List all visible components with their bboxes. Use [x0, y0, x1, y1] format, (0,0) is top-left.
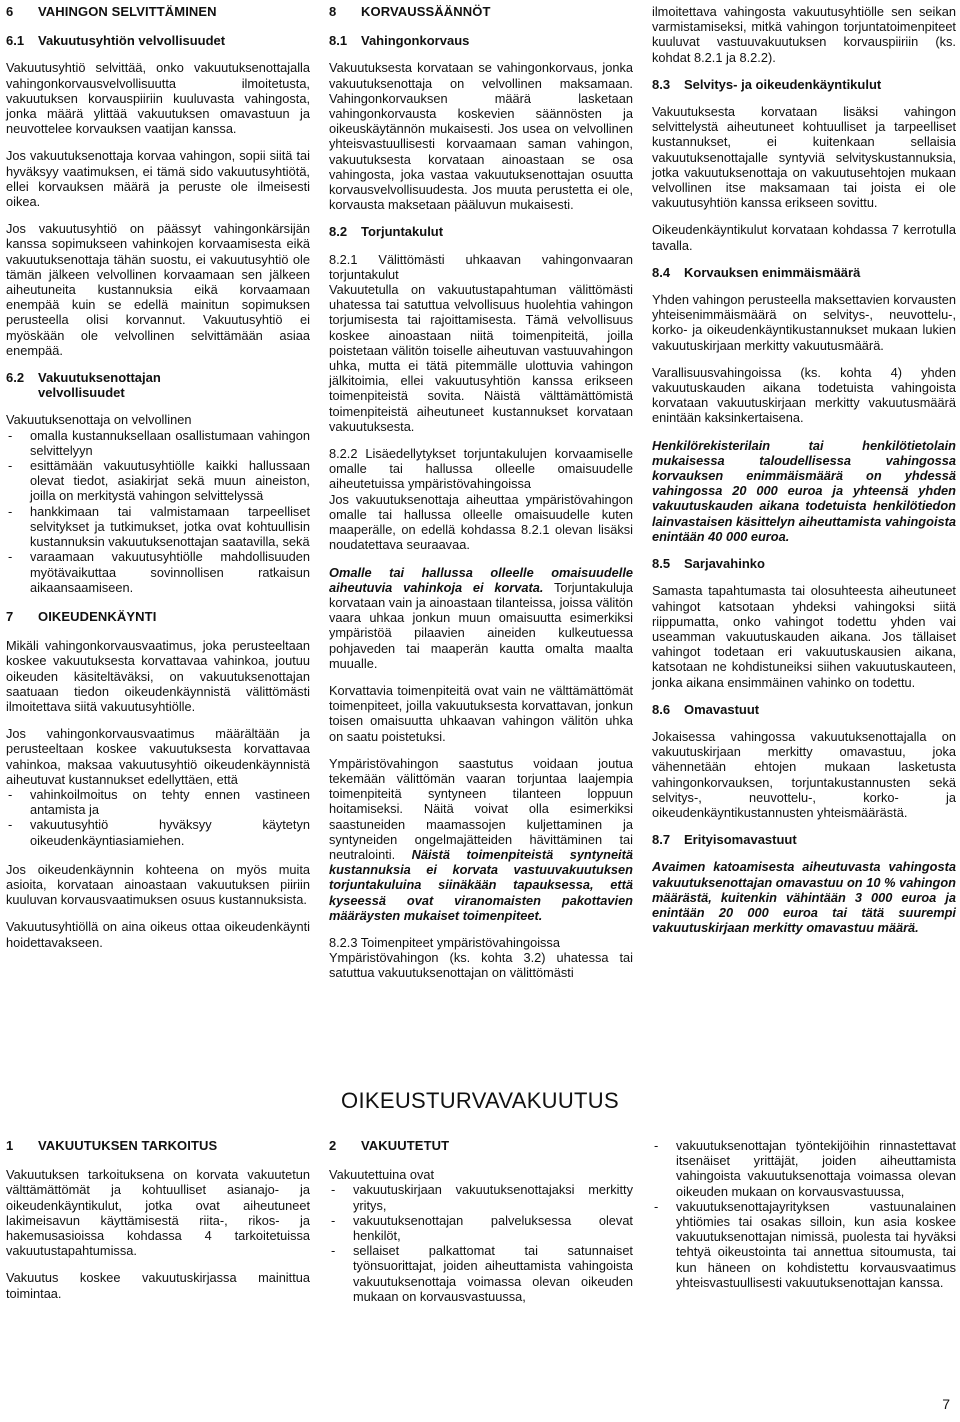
- section-number: 6.1: [6, 33, 25, 49]
- column-3: [652, 4, 956, 1064]
- section-8-6-heading: [652, 702, 956, 717]
- section-number: 2: [329, 1138, 337, 1153]
- paragraph: Vakuutusyhtiöllä on aina oikeus ottaa oikeudenkäynti hoidettavakseen.: [6, 919, 310, 950]
- section-title: Selvitys- ja oikeudenkäyntikulut: [684, 76, 882, 92]
- section-title: Vakuutusyhtiön velvollisuudet: [38, 33, 226, 49]
- section-8-2-heading: [329, 224, 633, 239]
- paragraph-text: Torjuntakuluja korvataan vain ja ainoastaan tilanteissa, joissa välitön vaara uhkaa jonkun muun omaisuutta esimerkiksi ympäristöä pilaavien aineiden kulkeutuessa pohjaveden tai maaperän kautta omalta maalta muualle.: [329, 579, 633, 671]
- paragraph: [329, 756, 633, 923]
- paragraph: Mikäli vahingonkorvausvaatimus, joka perusteeltaan koskee vakuutuksesta korvattavaa vahinkoa, joutuu oikeuden käsiteltäväksi, on vakuutuksenottajan saatuaan tiedon oikeudenkäynnistä välittömästi ilmoitettava siitä vakuutusyhtiölle.: [6, 638, 310, 714]
- section-number: 8.5: [652, 556, 671, 572]
- subsection-title: 8.2.2 Lisäedellytykset torjuntakulujen korvaamiselle omalle tai hallussa olleelle omaisuudelle aiheutetuissa ympäristövahingoissa: [329, 446, 633, 492]
- paragraph: Oikeudenkäyntikulut korvataan kohdassa 7 kerrotulla tavalla.: [652, 222, 956, 253]
- section-number: 6: [6, 4, 14, 19]
- paragraph: Samasta tapahtumasta tai olosuhteesta aiheutuneet vahingot katsotaan yhdeksi vahingoksi siitä riippumatta, onko vahingot todettu yhden vai useamman vakuutuskauden aikana. Jos tällaiset vahingot todetaan eri vakuutuskausien aikana, katsotaan ne kohdistuneiksi siihen vakuutuskauteen, jonka aikana ensimmäinen vahinko on todettu.: [652, 583, 956, 690]
- paragraph: Vakuutettuina ovat: [329, 1167, 435, 1183]
- section-7-heading: [6, 609, 310, 624]
- emphasis-text: Näistä toimenpiteistä syntyneitä kustannuksia ei korvata vastuuvakuutuksen torjuntakuluina siinäkään tapauksessa, että kyseessä ovat viranomaisten pakottavien määräysten mukaiset toimenpiteet.: [329, 846, 633, 923]
- section-title: Korvauksen enimmäismäärä: [684, 264, 861, 280]
- section-8-7-heading: [652, 832, 956, 847]
- subsection-title: 8.2.3 Toimenpiteet ympäristövahingoissa: [329, 934, 560, 950]
- section-number: 8.1: [329, 33, 348, 49]
- document-title: OIKEUSTURVAVAKUUTUS: [341, 1088, 619, 1113]
- list-item: - esittämään vakuutusyhtiölle kaikki hallussaan olevat tiedot, asiakirjat sekä muun aineiston, joilla on merkitystä vahingon selvittelyssä: [6, 458, 310, 504]
- paragraph: Ympäristövahingon (ks. kohta 3.2) uhatessa tai satuttua vakuutuksenottajan on välittömästi: [329, 950, 633, 981]
- paragraph: Vakuutetulla on vakuutustapahtuman välittömästi uhatessa tai satuttua velvollisuus huolehtia vahingon torjumisesta tai rajoittamisesta. Tämä velvollisuus koskee ainoastaan niitä toimenpiteitä, joilla poistetaan välitön toiselle aiheutuvan vastuuvahingon uhka, mutta ei tätä pitemmälle ulottuvia vahingon jälkitoimia, ellei vakuutusyhtiön kanssa erikseen toimenpiteistä sovita. Näistä välttämättömistä toimenpiteistä aiheutuneet kustannukset korvataan vakuutuksesta.: [329, 282, 633, 434]
- list-item: - vakuutuksenottajayrityksen vastuunalainen yhtiömies tai osakas silloin, kun asia koskee vakuutuksenottajan nimissä, puolesta tai hyväksi tehtyä oikeustointa tai annettua sitoumusta, tai kun häneen on kohdistettu korvausvaatimus yhteisvastuullisesti vakuutuksenottajan kanssa.: [652, 1199, 956, 1290]
- section-title: OIKEUDENKÄYNTI: [38, 608, 157, 624]
- bottom-columns: [6, 1138, 956, 1363]
- section-number: 8.6: [652, 701, 671, 717]
- section-8-4-heading: [652, 265, 956, 280]
- paragraph: Vakuutuksen tarkoituksena on korvata vakuutetun välttämättömät ja kohtuulliset asianajo- ja oikeudenkäyntikulut, jotka ovat aiheutuneet lakimeisavun käyttämisestä riita-, rikos- ja hakemusasioissa kohdassa 4 tarkoitetuissa vakuutustapahtumissa.: [6, 1167, 310, 1259]
- column-1: [6, 4, 310, 1064]
- list-item: - omalla kustannuksellaan osallistumaan vahingon selvittelyyn: [6, 428, 310, 458]
- section-8-3-heading: [652, 77, 956, 92]
- section-title: Erityisomavastuut: [684, 832, 797, 848]
- conditions-list: [6, 787, 310, 848]
- section-8-5-heading: [652, 556, 956, 571]
- section-number: 8: [329, 4, 337, 19]
- section-number: 8.7: [652, 832, 671, 848]
- section-number: 6.2: [6, 370, 25, 386]
- paragraph: Jokaisessa vahingossa vakuutuksenottajalla on vakuutuskirjaan merkitty omavastuu, joka vähennetään ehtojen mukaan lasketusta vahingonkorvauksen, torjuntakustannusten sekä selvitys-, neuvottelu-, korko- ja oikeudenkäyntikustannusten yhteismäärästä.: [652, 728, 956, 820]
- list-item: - sellaiset palkattomat tai satunnaiset työnsuorittajat, joiden aiheuttamista vahingoista vakuutuksenottaja voimassa olevan oikeuden mukaan on korvausvastuussa,: [329, 1243, 633, 1304]
- section-number: 1: [6, 1138, 14, 1153]
- section-title: VAKUUTETUT: [361, 1138, 450, 1153]
- list-item: - vakuutusyhtiö hyväksyy käytetyn oikeudenkäyntiasiamiehen.: [6, 817, 310, 847]
- emphasis-paragraph: Henkilörekisterilain tai henkilötietolain mukaisessa taloudellisessa vahingossa korvauksen enimmäismäärä on yhdessä vahingossa 20 000 euroa ja yhteensä yhden vakuutuskauden aikana todetuista henkilötiedon lainvastaisen käsittelyn aiheuttamista vahingoista enintään 40 000 euroa.: [652, 437, 956, 544]
- insured-list-continued: [652, 1138, 956, 1290]
- paragraph: Vakuutuksenottaja on velvollinen: [6, 412, 192, 428]
- paragraph: Jos vakuutuksenottaja korvaa vahingon, sopii siitä tai hyväksyy vaatimuksen, ei tämä sido vakuutusyhtiötä, ellei korvauksen määrä ja peruste ole ilmeisesti oikea.: [6, 148, 310, 210]
- paragraph: Korvattavia toimenpiteitä ovat vain ne välttämättömät toimenpiteet, joilla vakuutuksesta korvattavan, jonkun toisen omaisuutta uhkaavan vahingon välitön uhka on saatu poistetuksi.: [329, 682, 633, 744]
- insured-list: [329, 1182, 633, 1304]
- list-item: - vakuutuksenottajan työntekijöihin rinnastettavat itsenäiset yrittäjät, joiden aiheuttamista vahingoista vakuutuksenottaja voimassa olevan oikeuden mukaan on korvausvastuussa,: [652, 1138, 956, 1199]
- section-title: VAKUUTUKSEN TARKOITUS: [38, 1138, 218, 1153]
- section-number: 7: [6, 608, 14, 624]
- paragraph: ilmoitettava vahingosta vakuutusyhtiölle sen seikan varmistamiseksi, mitkä vahingon torjuntatoimenpiteet kuuluvat vastuuvakuutuksen korvauspiiriin (ks. kohdat 8.2.1 ja 8.2.2).: [652, 4, 956, 65]
- subsection-title: 8.2.1 Välittömästi uhkaavan vahingonvaaran torjuntakulut: [329, 251, 633, 282]
- emphasis-text: Omalle tai hallussa olleelle omaisuudelle aiheutuvia vahinkoja ei korvata.: [329, 564, 633, 595]
- section-6-2-heading: [6, 370, 310, 400]
- paragraph: Vakuutuksesta korvataan se vahingonkorvaus, jonka vakuutuksenottaja on velvollinen maksamaan. Vahingonkorvauksen määrä lasketaan vahingonkorvausta koskevien säännösten ja oikeuskäytännön mukaisesti. Jos usea on velvollinen yhteisvastuullisesti korvaamaan saman vahingon, vakuutuksesta korvataan ainoastaan se osa vahingosta, joka vastaa vakuutuksenottajan osuutta korvausvelvollisuudesta. Jos muuta perustetta ei ole, korvausta maksetaan pääluvun mukaisesti.: [329, 60, 633, 213]
- paragraph: Vakuutus koskee vakuutuskirjassa mainittua toimintaa.: [6, 1270, 310, 1301]
- emphasis-paragraph: Avaimen katoamisesta aiheutuvasta vahingosta vakuutuksenottajan omavastuu on 10 % vahingon määrästä, kuitenkin vähintään 3 000 euroa ja enintään 20 000 euroa tai tätä suurempi vakuutuskirjaan merkitty omavastuu määrä.: [652, 859, 956, 936]
- list-item: - varaamaan vakuutusyhtiölle mahdollisuuden myötävaikuttaa sovinnollisen ratkaisun aikaansaamiseen.: [6, 549, 310, 595]
- paragraph: Jos oikeudenkäynnin kohteena on myös muita asioita, korvataan ainoastaan vakuutuksen piiriin kuuluvan korvausvaatimuksen osuus kustannuksista.: [6, 861, 310, 908]
- section-title: Vakuutuksenottajan velvollisuudet: [38, 370, 161, 401]
- section-1-heading: [6, 1138, 310, 1153]
- bottom-column-2: [329, 1138, 633, 1363]
- section-title: Sarjavahinko: [684, 556, 765, 572]
- section-8-1-heading: [329, 33, 633, 48]
- list-item: - vakuutuksenottajan palveluksessa olevat henkilöt,: [329, 1213, 633, 1243]
- section-title: VAHINGON SELVITTÄMINEN: [38, 4, 217, 19]
- bottom-column-1: [6, 1138, 310, 1363]
- page-number: 7: [942, 1396, 950, 1412]
- section-8-heading: [329, 4, 633, 19]
- top-columns: [6, 4, 956, 1064]
- section-number: 8.3: [652, 76, 671, 92]
- paragraph: Jos vahingonkorvausvaatimus määrältään ja perusteeltaan koskee vakuutuksesta korvattavaa vahinkoa, maksaa vakuutusyhtiö oikeudenkäynnistä aiheutuvat kustannukset edellyttäen, että: [6, 726, 310, 787]
- section-2-heading: [329, 1138, 633, 1153]
- list-item: - hankkimaan tai valmistamaan tarpeelliset selvitykset ja tutkimukset, jotka ovat kohtuullisin kustannuksin vakuutuksenottajan saatavilla, sekä: [6, 504, 310, 550]
- paragraph: Jos vakuutuksenottaja aiheuttaa ympäristövahingon omalle tai hallussa olleelle omaisuudelle kuten maaperälle, on edellä kohdassa 8.2.1 olevan lisäksi noudatettava seuraavaa.: [329, 491, 633, 553]
- list-item: - vakuutuskirjaan vakuutuksenottajaksi merkitty yritys,: [329, 1182, 633, 1212]
- paragraph: [329, 565, 633, 671]
- paragraph: Jos vakuutusyhtiö on päässyt vahingonkärsijän kanssa sopimukseen vahinkojen korvaamisesta eikä vakuutuksenottaja tähän suostu, ei vakuutusyhtiö ole tämän jälkeen velvollinen korvaamaan sen jälkeen aiheutuneita kustannuksia eikä korvaamaan enempää kuin se edellä mainitun sopimuksen perusteella olisi korvannut. Vakuutusyhtiö ei myöskään ole velvollinen selvittämään asiaa enempää.: [6, 221, 310, 358]
- section-title: Omavastuut: [684, 701, 760, 717]
- obligations-list: [6, 428, 310, 595]
- paragraph: Vakuutusyhtiö selvittää, onko vakuutuksenottajalla vahingonkorvausvelvollisuutta ilmoitetusta, vakuutuksen korvauspiiriin kuuluvasta vahingosta, jonka määrä ylittää vakuutuksen omavastuun ja neuvottelee korvauksen vaatijan kanssa.: [6, 60, 310, 137]
- section-title: KORVAUSSÄÄNNÖT: [361, 4, 491, 19]
- paragraph: Varallisuusvahingoissa (ks. kohta 4) yhden vakuutuskauden aikana todetuista vahingoista korvataan vakuutuskirjaan merkitty vakuutusmäärä enintään kaksinkertaisena.: [652, 364, 956, 426]
- paragraph: Vakuutuksesta korvataan lisäksi vahingon selvittelystä aiheutuneet kohtuulliset ja tarpeelliset kustannukset, ei kuitenkaan sellaisia vakuutuksenottajalle syntyviä selvityskustannuksia, jotka vakuutuksenottaja on vakuutusehtojen mukaan velvollinen itse maksamaan tai joista ei ole vakuutusyhtiön kanssa erikseen sovittu.: [652, 104, 956, 211]
- paragraph-text: Ympäristövahingon saastutus voidaan joutua tekemään välittömän vaaran torjuntaa laajempia toimenpiteitä syntyneen tilanteen loppuun hoitamiseksi. Näitä voivat olla esimerkiksi saastuneiden maamassojen kuljettaminen ja syntyneiden ongelmajätteiden hävittäminen tai neutralointi.: [329, 755, 633, 862]
- bottom-column-3: [652, 1138, 956, 1363]
- section-6-heading: [6, 4, 310, 19]
- section-title: Torjuntakulut: [361, 224, 444, 240]
- section-6-1-heading: [6, 33, 310, 48]
- column-2: [329, 4, 633, 1064]
- section-number: 8.4: [652, 264, 671, 280]
- section-number: 8.2: [329, 224, 348, 240]
- list-item: - vahinkoilmoitus on tehty ennen vastineen antamista ja: [6, 787, 310, 817]
- section-title: Vahingonkorvaus: [361, 33, 470, 49]
- paragraph: Yhden vahingon perusteella maksettavien korvausten yhteisenimmäismäärä on selvitys-, neuvottelu-, korko- ja oikeudenkäyntikustannukset mukaan lukien vakuutuskirjaan merkitty vakuutusmäärä.: [652, 292, 956, 353]
